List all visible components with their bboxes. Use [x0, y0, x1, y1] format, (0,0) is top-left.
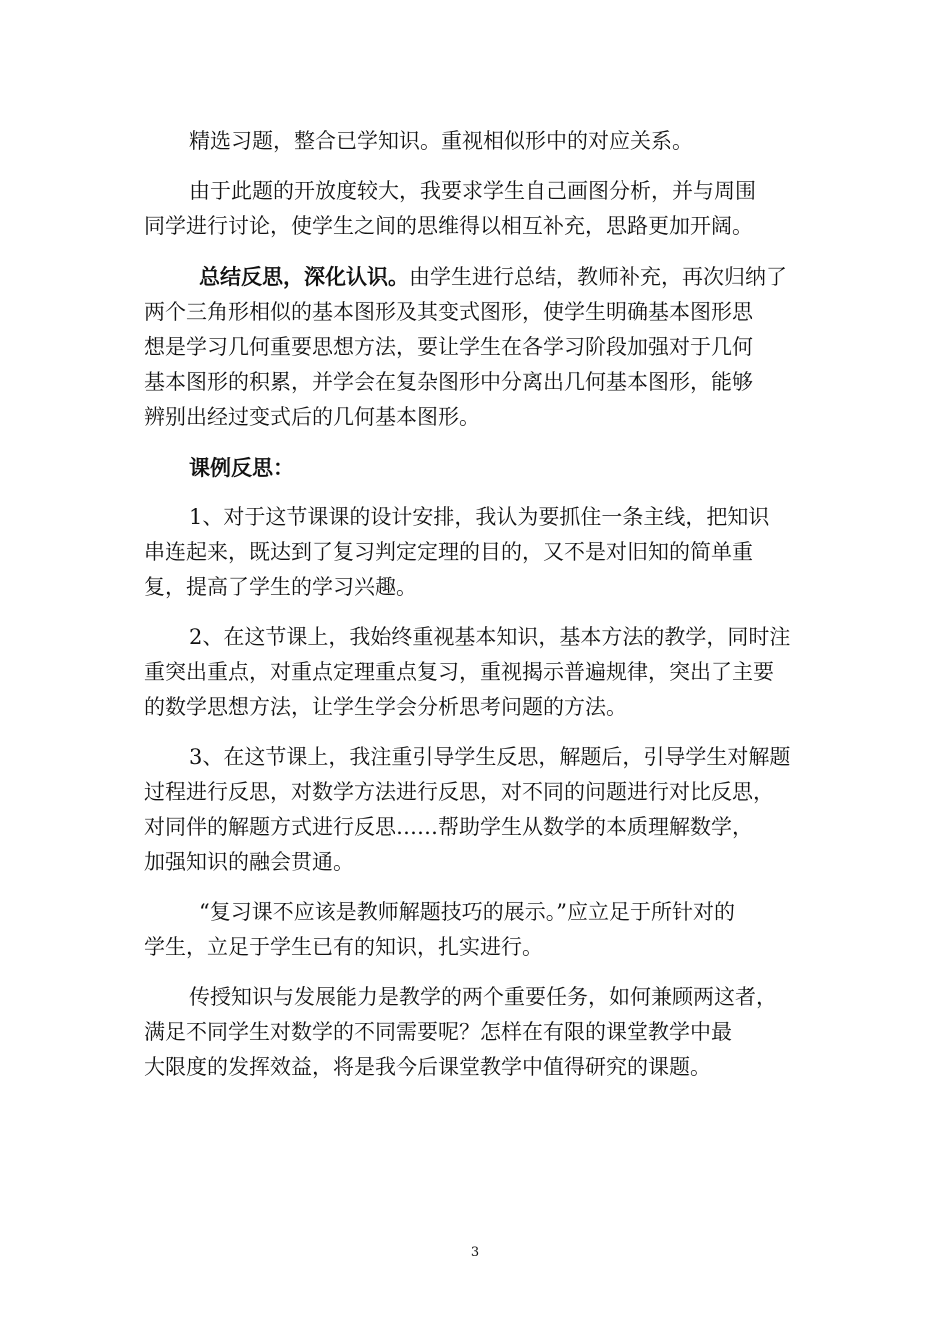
text-line: 精选习题，整合已学知识。重视相似形中的对应关系。 [189, 129, 693, 153]
paragraph-3 [144, 259, 804, 435]
paragraph-5 [144, 620, 804, 725]
text-line: 复，提高了学生的学习兴趣。 [144, 575, 417, 599]
text-line: 想是学习几何重要思想方法，要让学生在各学习阶段加强对于几何 [144, 335, 753, 359]
page-number: 3 [470, 1245, 480, 1260]
text-line: 串连起来，既达到了复习判定定理的目的，又不是对旧知的简单重 [144, 540, 753, 564]
text-line: 1、对于这节课课的设计安排，我认为要抓住一条主线，把知识 [189, 505, 770, 529]
text-line: 过程进行反思，对数学方法进行反思，对不同的问题进行对比反思， [144, 780, 774, 804]
document-body [144, 124, 804, 1100]
text-line: “复习课不应该是教师解题技巧的展示。”应立足于所针对的 [199, 900, 735, 924]
text-line: 大限度的发挥效益，将是我今后课堂教学中值得研究的课题。 [144, 1055, 711, 1079]
text-line: 满足不同学生对数学的不同需要呢？怎样在有限的课堂教学中最 [144, 1020, 732, 1044]
text-line: 传授知识与发展能力是教学的两个重要任务，如何兼顾两这者， [189, 985, 777, 1009]
paragraph-1 [144, 124, 804, 159]
text-line [144, 259, 804, 295]
paragraph-2 [144, 174, 804, 244]
text-line: 对同伴的解题方式进行反思……帮助学生从数学的本质理解数学， [144, 815, 753, 839]
paragraph-7 [144, 895, 804, 965]
paragraph-6 [144, 740, 804, 880]
text-line: 加强知识的融会贯通。 [144, 850, 354, 874]
text-line: 辨别出经过变式后的几何基本图形。 [144, 405, 480, 429]
text-line: 两个三角形相似的基本图形及其变式图形，使学生明确基本图形思 [144, 300, 753, 324]
text-line: 基本图形的积累，并学会在复杂图形中分离出几何基本图形，能够 [144, 370, 753, 394]
section-heading: 课例反思： [189, 455, 294, 480]
bold-lead-text: 总结反思，深化认识。 [199, 264, 409, 289]
text-line: 学生，立足于学生已有的知识，扎实进行。 [144, 935, 543, 959]
text-line: 的数学思想方法，让学生学会分析思考问题的方法。 [144, 695, 627, 719]
paragraph-8 [144, 980, 804, 1085]
paragraph-4 [144, 500, 804, 605]
text-line: 3、在这节课上，我注重引导学生反思，解题后，引导学生对解题 [189, 745, 791, 769]
text-line: 由于此题的开放度较大，我要求学生自己画图分析，并与周围 [189, 179, 756, 203]
text-line: 2、在这节课上，我始终重视基本知识，基本方法的教学，同时注 [189, 625, 791, 649]
text-line: 重突出重点，对重点定理重点复习，重视揭示普遍规律，突出了主要 [144, 660, 774, 684]
text-line: 同学进行讨论，使学生之间的思维得以相互补充，思路更加开阔。 [144, 214, 753, 238]
text-run: 由学生进行总结，教师补充，再次归纳了 [409, 265, 787, 289]
